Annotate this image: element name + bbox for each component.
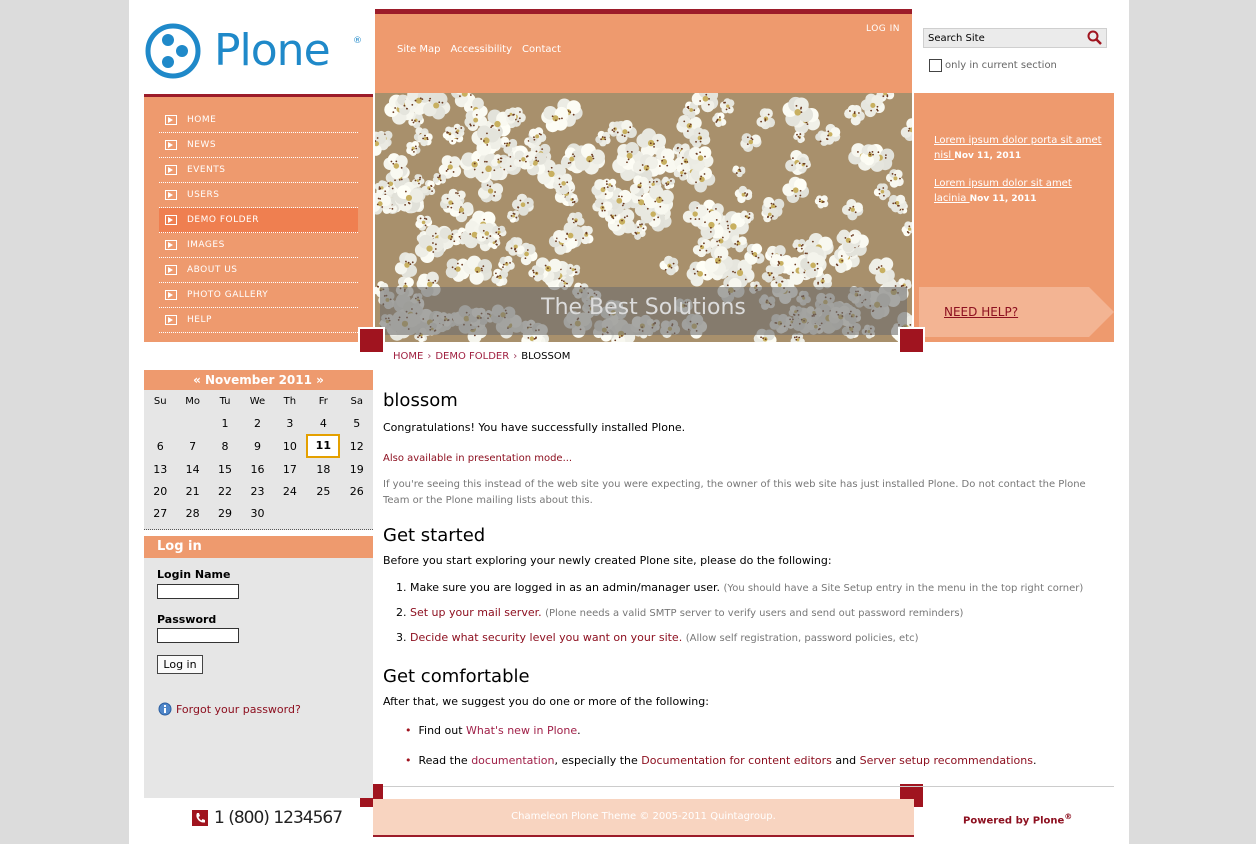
calendar-weekday: Sa (350, 395, 364, 407)
page-title: blossom (383, 390, 458, 411)
arrow-icon (165, 290, 177, 300)
calendar-day[interactable]: 9 (253, 439, 261, 453)
calendar-day[interactable]: 3 (286, 416, 294, 430)
search-button[interactable] (1086, 30, 1104, 46)
phone-number: 1 (800) 1234567 (214, 808, 343, 828)
arrow-icon (165, 215, 177, 225)
need-help-link[interactable]: NEED HELP? (944, 305, 1019, 319)
site-map-link[interactable]: Site Map (397, 44, 441, 55)
login-portlet (144, 536, 373, 798)
footer-divider (383, 786, 1114, 787)
calendar-today[interactable] (306, 434, 340, 458)
breadcrumb-current: BLOSSOM (521, 351, 571, 362)
powered-by: Powered by Plone® (963, 812, 1073, 827)
header-bar (375, 9, 912, 93)
logo-registered-mark: ® (353, 36, 362, 46)
calendar-day[interactable]: 22 (218, 484, 233, 498)
calendar-day[interactable]: 27 (153, 506, 168, 520)
phone-contact (192, 808, 342, 828)
nav-item-users[interactable]: USERS (159, 183, 358, 208)
get-comfortable-list (405, 724, 1113, 784)
nav-item-photo-gallery[interactable]: PHOTO GALLERY (159, 283, 358, 308)
info-icon (158, 702, 172, 716)
arrow-icon (165, 165, 177, 175)
calendar-day[interactable]: 1 (221, 416, 229, 430)
calendar-day-label: 11 (306, 434, 340, 458)
breadcrumb (393, 351, 570, 362)
calendar-day[interactable]: 6 (156, 439, 164, 453)
calendar-day[interactable]: 17 (282, 462, 297, 476)
main-navigation (144, 94, 373, 342)
plone-logo-icon (144, 22, 204, 80)
arrow-icon (165, 140, 177, 150)
calendar-day[interactable]: 4 (319, 416, 327, 430)
contact-link[interactable]: Contact (522, 44, 561, 55)
login-portlet-title: Log in (144, 536, 373, 558)
breadcrumb-separator: › (427, 351, 432, 362)
mail-server-link[interactable]: Set up your mail server. (410, 606, 542, 619)
calendar-day (306, 502, 340, 524)
get-comfortable-heading: Get comfortable (383, 666, 530, 687)
arrow-icon (165, 240, 177, 250)
calendar-portlet (144, 370, 373, 530)
whats-new-link[interactable]: What's new in Plone (466, 724, 578, 737)
documentation-link[interactable]: documentation (471, 754, 555, 767)
list-item: • Read the documentation, especially the Documentation for content editors and Server setup recommendations. (405, 754, 1037, 767)
list-item: • Find out What's new in Plone. (405, 724, 581, 737)
step-note: (Allow self registration, password policies, etc) (685, 633, 919, 644)
news-item (934, 176, 1104, 207)
nav-item-news[interactable]: NEWS (159, 133, 358, 158)
security-level-link[interactable]: Decide what security level you want on your site. (410, 631, 683, 644)
calendar-day[interactable]: 8 (221, 439, 229, 453)
calendar-day[interactable]: 21 (185, 484, 200, 498)
search-box (923, 28, 1107, 48)
calendar-day[interactable]: 19 (349, 462, 364, 476)
calendar-day[interactable]: 15 (218, 462, 233, 476)
powered-by-plone-link[interactable]: Plone (1032, 815, 1065, 827)
decor-square (898, 327, 925, 354)
step-text: Make sure you are logged in as an admin/manager user. (410, 581, 721, 594)
calendar-day (341, 502, 373, 524)
accessibility-link[interactable]: Accessibility (450, 44, 513, 55)
calendar-day[interactable]: 12 (349, 439, 364, 453)
content-editors-docs-link[interactable]: Documentation for content editors (641, 754, 832, 767)
copyright-text: Chameleon Plone Theme © 2005-2011 Quintagroup. (511, 811, 776, 822)
calendar-weekday: Th (283, 395, 297, 407)
calendar-day[interactable]: 13 (153, 462, 168, 476)
nav-item-help[interactable]: HELP (159, 308, 358, 333)
password-field[interactable] (157, 628, 239, 643)
calendar-day[interactable]: 24 (282, 484, 297, 498)
calendar-day (176, 412, 208, 434)
calendar-day (144, 412, 176, 434)
login-name-field[interactable] (157, 584, 239, 599)
search-input[interactable] (924, 29, 1084, 47)
congrats-text: Congratulations! You have successfully installed Plone. (383, 421, 686, 434)
calendar-weekday: Mo (185, 395, 200, 407)
current-section-label: only in current section (945, 60, 1057, 71)
calendar-day[interactable]: 30 (250, 506, 265, 520)
current-section-option (929, 59, 1057, 72)
nav-item-events[interactable]: EVENTS (159, 158, 358, 183)
arrow-icon (165, 265, 177, 275)
hero-banner (375, 93, 912, 342)
news-item-link[interactable]: Lorem ipsum dolor porta sit amet nisl (934, 135, 1102, 161)
server-setup-link[interactable]: Server setup recommendations (859, 754, 1033, 767)
calendar-day[interactable]: 28 (185, 506, 200, 520)
step-note: (You should have a Site Setup entry in the menu in the top right corner) (723, 583, 1084, 594)
breadcrumb-home[interactable]: HOME (393, 351, 424, 362)
news-item-date: Nov 11, 2011 (969, 194, 1037, 204)
login-name-label: Login Name (157, 568, 231, 581)
calendar-day[interactable]: 16 (250, 462, 265, 476)
arrow-icon (165, 315, 177, 325)
calendar-weekday: Fr (318, 395, 328, 407)
news-portlet (914, 93, 1114, 342)
get-comfortable-intro: After that, we suggest you do one or more of the following: (383, 695, 709, 708)
breadcrumb-demo-folder[interactable]: DEMO FOLDER (435, 351, 510, 362)
calendar-weekday: Tu (219, 395, 231, 407)
step-note: (Plone needs a valid SMTP server to verify users and send out password reminders) (545, 608, 964, 619)
calendar-day[interactable]: 14 (185, 462, 200, 476)
calendar-day[interactable]: 25 (316, 484, 331, 498)
main-content (383, 390, 1113, 784)
calendar-weekday: We (249, 395, 266, 407)
breadcrumb-separator: › (513, 351, 518, 362)
page (129, 0, 1129, 844)
news-item-date: Nov 11, 2011 (954, 151, 1022, 161)
hero-caption-bar (380, 287, 907, 335)
nav-item-about-us[interactable]: ABOUT US (159, 258, 358, 283)
calendar-grid (144, 390, 373, 524)
arrow-icon (165, 115, 177, 125)
logo-text: Plone (214, 25, 330, 76)
nav-item-home[interactable]: HOME (159, 108, 358, 133)
site-actions (397, 44, 561, 55)
decor-square (358, 327, 385, 354)
login-button[interactable]: Log in (157, 655, 203, 674)
phone-icon (192, 810, 208, 826)
plone-logo[interactable] (144, 22, 364, 80)
forgot-password (158, 702, 301, 716)
calendar-day[interactable]: 7 (189, 439, 197, 453)
get-started-heading: Get started (383, 525, 486, 546)
nav-item-demo-folder[interactable]: DEMO FOLDER (159, 208, 358, 233)
calendar-day[interactable]: 29 (218, 506, 233, 520)
list-item (410, 606, 1113, 631)
calendar-day[interactable]: 2 (253, 416, 261, 430)
get-started-intro: Before you start exploring your newly created Plone site, please do the following: (383, 554, 832, 567)
news-item (934, 133, 1104, 164)
nav-item-images[interactable]: IMAGES (159, 233, 358, 258)
search-icon (1086, 30, 1104, 46)
need-help-banner (919, 287, 1089, 337)
calendar-day (274, 502, 306, 524)
hero-caption: The Best Solutions (541, 295, 746, 320)
footer-bar (373, 799, 914, 837)
arrow-icon (165, 190, 177, 200)
calendar-day[interactable]: 18 (316, 462, 331, 476)
calendar-day[interactable]: 26 (349, 484, 364, 498)
list-item (410, 581, 1113, 606)
login-link[interactable]: LOG IN (866, 24, 900, 34)
current-section-checkbox[interactable] (929, 59, 942, 72)
calendar-day[interactable]: 5 (353, 416, 361, 430)
calendar-title[interactable]: « November 2011 » (144, 370, 373, 390)
news-item-link[interactable]: Lorem ipsum dolor sit amet lacinia (934, 178, 1072, 204)
get-started-steps (410, 581, 1113, 656)
list-item (410, 631, 1113, 656)
forgot-password-link[interactable]: Forgot your password? (176, 702, 301, 716)
password-label: Password (157, 613, 217, 626)
calendar-weekday: Su (153, 395, 167, 407)
presentation-mode-link[interactable]: Also available in presentation mode... (383, 453, 573, 464)
install-notice: If you're seeing this instead of the web site you were expecting, the owner of this web site has just installed Plone. Do not contact the Plone Team or the Plone mailing lists about this. (383, 479, 1086, 506)
calendar-day[interactable]: 20 (153, 484, 168, 498)
calendar-day[interactable]: 23 (250, 484, 265, 498)
calendar-day[interactable]: 10 (282, 439, 297, 453)
